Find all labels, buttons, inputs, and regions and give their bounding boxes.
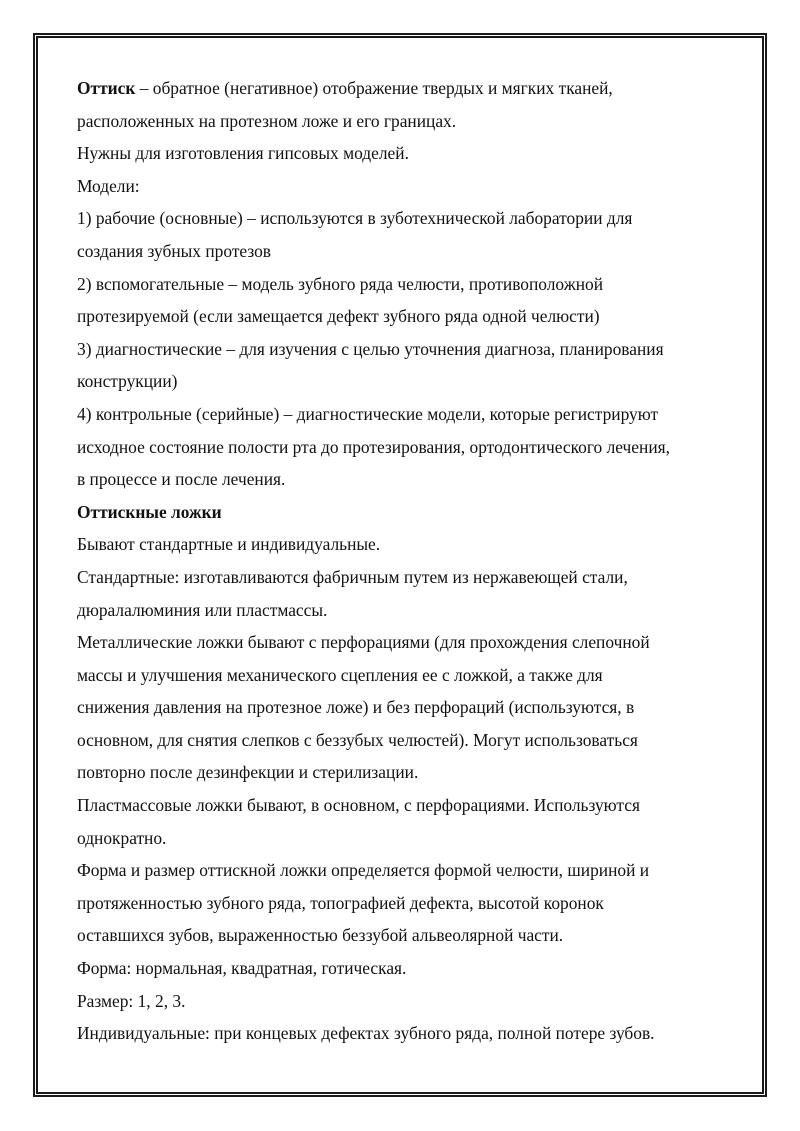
trays-types-line: Бывают стандартные и индивидуальные.: [77, 534, 381, 555]
model-2-line-1: 2) вспомогательные – модель зубного ряда челюсти, противоположной: [77, 273, 604, 294]
metal-line-4: основном, для снятия слепков с беззубых челюстей). Могут использоваться: [77, 729, 638, 750]
intro-line-2: расположенных на протезном ложе и его границах.: [77, 110, 457, 131]
plastic-line-1: Пластмассовые ложки бывают, в основном, с перфорациями. Используются: [77, 795, 640, 816]
shape-size-line-1: Форма и размер оттискной ложки определяется формой челюсти, шириной и: [77, 860, 650, 881]
sizes-line: Размер: 1, 2, 3.: [77, 990, 186, 1011]
standard-line-2: дюралалюминия или пластмассы.: [77, 599, 328, 620]
document-body: [77, 72, 737, 1050]
shape-size-line-3: оставшихся зубов, выраженностью беззубой альвеолярной части.: [77, 925, 564, 946]
purpose-line: Нужны для изготовления гипсовых моделей.: [77, 143, 409, 164]
metal-line-3: снижения давления на протезное ложе) и без перфораций (используются, в: [77, 697, 635, 718]
trays-heading: Оттискные ложки: [77, 501, 222, 522]
model-4-line-3: в процессе и после лечения.: [77, 469, 286, 490]
model-3-line-2: конструкции): [77, 371, 178, 392]
intro-definition: – обратное (негативное) отображение твердых и мягких тканей,: [135, 78, 613, 98]
shape-size-line-2: протяженностью зубного ряда, топографией дефекта, высотой коронок: [77, 892, 604, 913]
individual-line: Индивидуальные: при концевых дефектах зубного ряда, полной потере зубов.: [77, 1023, 655, 1044]
forms-line: Форма: нормальная, квадратная, готическая.: [77, 958, 407, 979]
standard-line-1: Стандартные: изготавливаются фабричным путем из нержавеющей стали,: [77, 566, 628, 587]
models-heading: Модели:: [77, 175, 140, 196]
model-2-line-2: протезируемой (если замещается дефект зубного ряда одной челюсти): [77, 306, 600, 327]
term-impression: Оттиск: [77, 78, 136, 98]
model-4-line-2: исходное состояние полости рта до протезирования, ортодонтического лечения,: [77, 436, 670, 457]
model-3-line-1: 3) диагностические – для изучения с целью уточнения диагноза, планирования: [77, 338, 664, 359]
model-1-line-2: создания зубных протезов: [77, 240, 272, 261]
intro-line-1: [77, 72, 737, 105]
metal-line-2: массы и улучшения механического сцепления ее с ложкой, а также для: [77, 664, 603, 685]
metal-line-5: повторно после дезинфекции и стерилизации.: [77, 762, 419, 783]
model-4-line-1: 4) контрольные (серийные) – диагностические модели, которые регистрируют: [77, 403, 659, 424]
metal-line-1: Металлические ложки бывают с перфорациями (для прохождения слепочной: [77, 632, 650, 653]
plastic-line-2: однократно.: [77, 827, 167, 848]
model-1-line-1: 1) рабочие (основные) – используются в зуботехнической лаборатории для: [77, 208, 633, 229]
